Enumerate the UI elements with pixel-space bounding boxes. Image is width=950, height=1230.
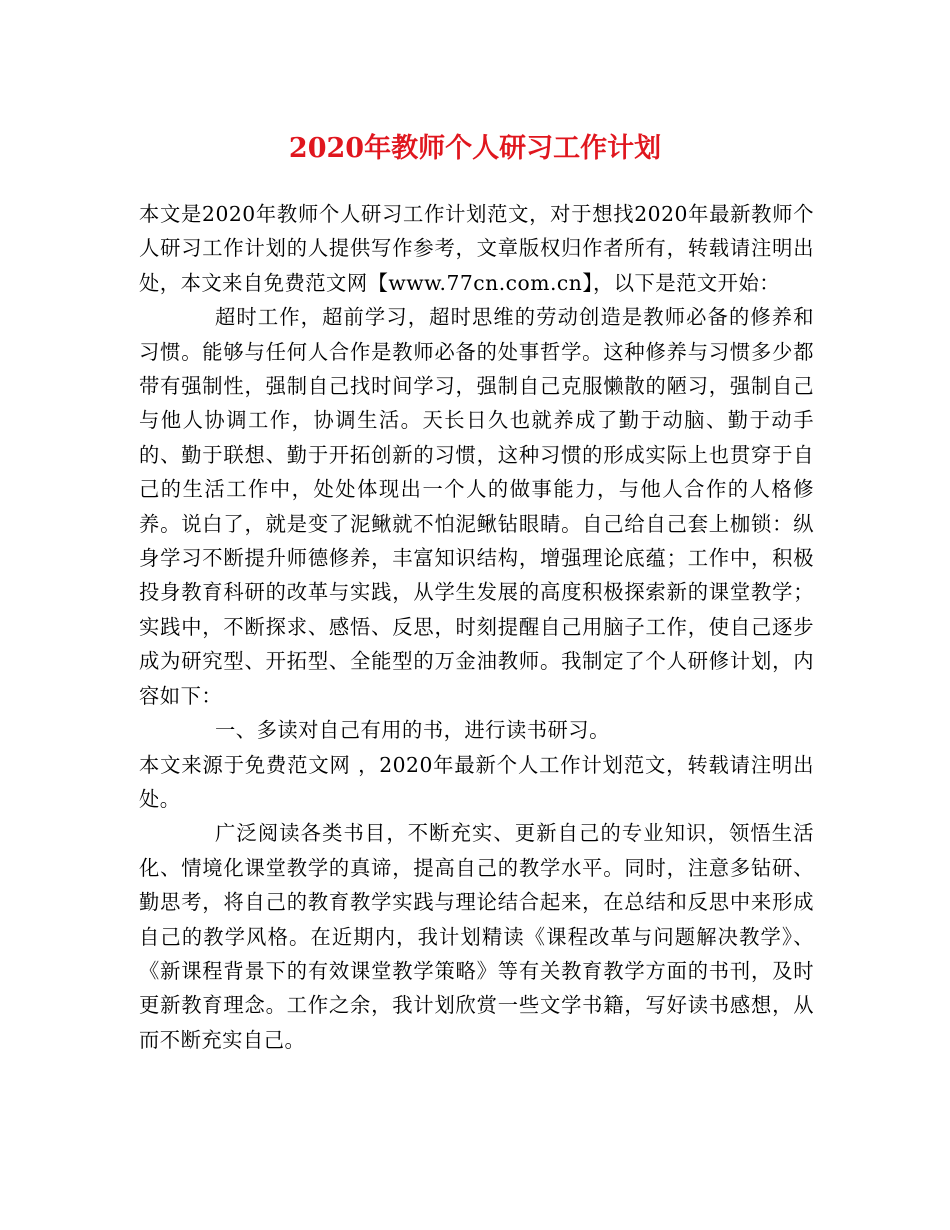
body-paragraph: 超时工作，超前学习，超时思维的劳动创造是教师必备的修养和习惯。能够与任何人合作是教师必备的处事哲学。这种修养与习惯多少都带有强制性，强制自己找时间学习，强制自己克服懒散的陋习，强制自己与他人协调工作，协调生活。天长日久也就养成了勤于动脑、勤于动手的、勤于联想、勤于开拓创新的习惯，这种习惯的形成实际上也贯穿于自己的生活工作中，处处体现出一个人的做事能力，与他人合作的人格修养。说白了，就是变了泥鳅就不怕泥鳅钻眼睛。自己给自己套上枷锁：纵身学习不断提升师德修养，丰富知识结构，增强理论底蕴；工作中，积极投身教育科研的改革与实践，从学生发展的高度积极探索新的课堂教学；实践中，不断探求、感悟、反思，时刻提醒自己用脑子工作，使自己逐步成为研究型、开拓型、全能型的万金油教师。我制定了个人研修计划，内容如下： — [139, 305, 814, 708]
document-title: 2020年教师个人研习工作计划 — [288, 133, 662, 164]
section-heading: 一、多读对自己有用的书，进行读书研习。 — [215, 718, 610, 743]
source-note-paragraph: 本文来源于免费范文网 ，2020年最新个人工作计划范文，转载请注明出处。 — [139, 752, 814, 811]
document-body — [139, 197, 814, 1057]
intro-paragraph: 本文是2020年教师个人研习工作计划范文，对于想找2020年最新教师个人研习工作计划的人提供写作参考，文章版权归作者所有，转载请注明出处，本文来自免费范文网【www.77cn.com.cn】，以下是范文开始： — [139, 202, 814, 295]
body-paragraph: 广泛阅读各类书目，不断充实、更新自己的专业知识，领悟生活化、情境化课堂教学的真谛，提高自己的教学水平。同时，注意多钻研、勤思考，将自己的教育教学实践与理论结合起来，在总结和反思中来形成自己的教学风格。在近期内，我计划精读《课程改革与问题解决教学》、《新课程背景下的有效课堂教学策略》等有关教育教学方面的书刊，及时更新教育理念。工作之余，我计划欣赏一些文学书籍，写好读书感想，从而不断充实自己。 — [139, 821, 814, 1052]
